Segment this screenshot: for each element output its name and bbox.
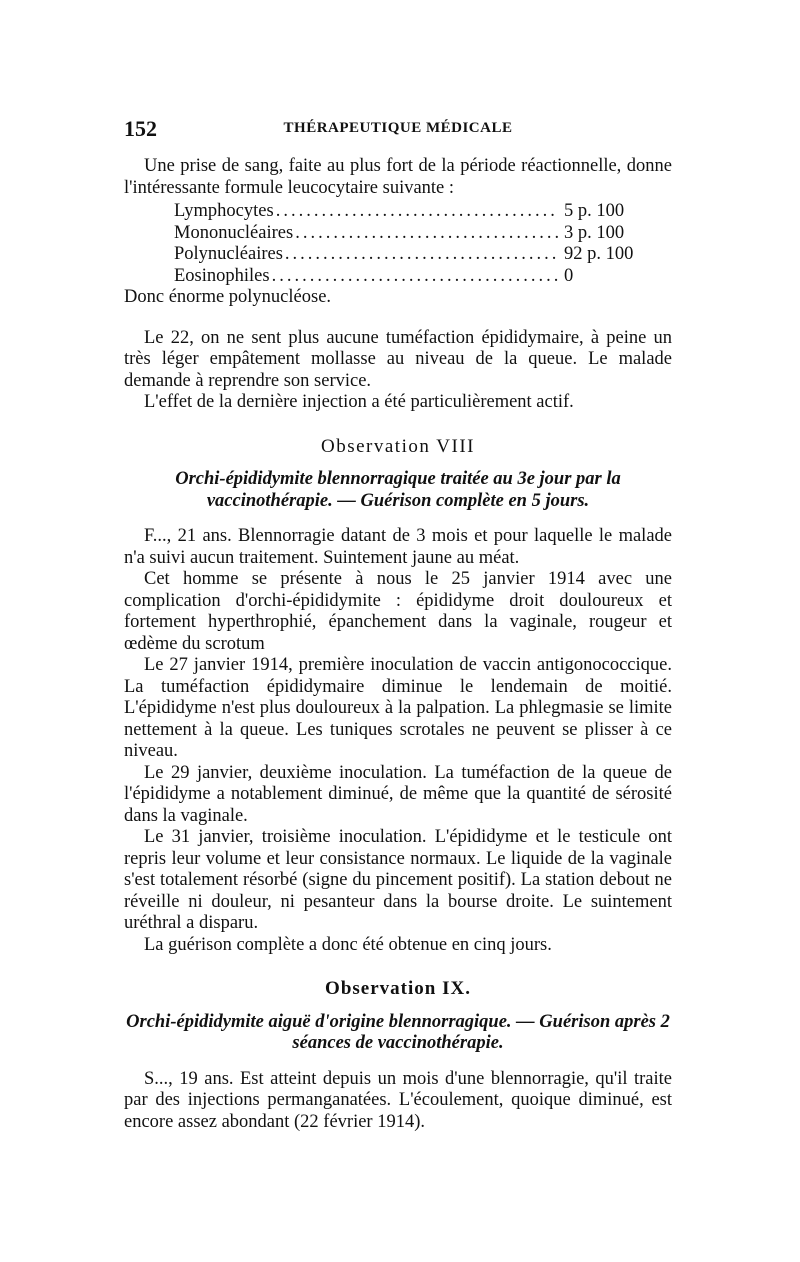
formula-cell-type: Mononucléaires <box>174 222 294 243</box>
observation-8-paragraph: Cet homme se présente à nous le 25 janvier 1914 avec une complication d'orchi-épididymite : épididyme droit douloureux et fortement hyperthrophié, épanchement dans la vaginale, rougeur et œdème du scrotum <box>124 569 672 654</box>
formula-row <box>174 201 644 223</box>
intro-paragraph: Une prise de sang, faite au plus fort de la période réactionnelle, donne l'intéressante formule leucocytaire suivante : <box>124 156 672 198</box>
leader-dots <box>276 201 558 223</box>
formula-value: 3 p. 100 <box>564 222 625 243</box>
page-body <box>124 156 672 1133</box>
observation-8-paragraph: La guérison complète a donc été obtenue en cinq jours. <box>144 934 552 955</box>
running-head: THÉRAPEUTIQUE MÉDICALE <box>283 120 513 136</box>
follow-up-paragraph: L'effet de la dernière injection a été particulièrement actif. <box>144 392 574 412</box>
observation-9-title: Observation IX. <box>325 978 471 999</box>
observation-9-subtitle: Orchi-épididymite aiguë d'origine blennorragique. — Guérison après 2 séances de vaccinothérapie. <box>126 1011 670 1053</box>
formula-value: 0 <box>564 265 574 286</box>
leukocyte-formula <box>174 201 644 287</box>
formula-row <box>174 266 644 288</box>
leader-dots <box>295 223 558 245</box>
observation-9-paragraph: S..., 19 ans. Est atteint depuis un mois d'une blennorragie, qu'il traite par des injections permanganatées. L'écoulement, quoique diminué, est encore assez abondant (22 février 1914). <box>124 1068 672 1132</box>
formula-value: 5 p. 100 <box>564 201 625 221</box>
formula-cell-type: Polynucléaires <box>174 244 283 264</box>
observation-8-paragraph: F..., 21 ans. Blennorragie datant de 3 mois et pour laquelle le malade n'a suivi aucun traitement. Suintement jaune au méat. <box>124 526 672 568</box>
follow-up-paragraph: Le 22, on ne sent plus aucune tuméfaction épididymaire, à peine un très léger empâtement mollasse au niveau de la queue. Le malade demande à reprendre son service. <box>124 327 672 391</box>
leader-dots <box>272 266 558 288</box>
page-header <box>124 116 672 140</box>
formula-cell-type: Eosinophiles <box>174 265 270 286</box>
observation-8-paragraph: Le 29 janvier, deuxième inoculation. La tuméfaction de la queue de l'épididyme a notablement diminué, de même que la quantité de sérosité dans la vaginale. <box>124 762 672 826</box>
page-number: 152 <box>124 116 157 141</box>
formula-row <box>174 244 644 266</box>
observation-8-title: Observation VIII <box>321 435 475 457</box>
conclusion-line: Donc énorme polynucléose. <box>124 287 332 307</box>
observation-8-paragraph: Le 31 janvier, troisième inoculation. L'épididyme et le testicule ont repris leur volume et leur consistance normaux. Le liquide de la vaginale s'est totalement résorbé (signe du pincement positif). La station debout ne réveille ni douleur, ni pesanteur dans la bourse droite. Le suintement uréthral a disparu. <box>124 827 672 933</box>
observation-8-paragraph: Le 27 janvier 1914, première inoculation de vaccin antigonococcique. La tuméfaction épididymaire diminue le lendemain de moitié. L'épididyme n'est plus douloureux à la palpation. La phlegmasie se limite nettement à la queue. Les tuniques scrotales ne peuvent se plisser à ce niveau. <box>124 655 672 761</box>
formula-cell-type: Lymphocytes <box>174 201 274 221</box>
formula-row <box>174 223 644 245</box>
leader-dots <box>285 244 558 266</box>
observation-8-subtitle: Orchi-épididymite blennorragique traitée au 3e jour par la vaccinothérapie. — Guérison complète en 5 jours. <box>175 469 621 511</box>
formula-value: 92 p. 100 <box>564 244 634 264</box>
